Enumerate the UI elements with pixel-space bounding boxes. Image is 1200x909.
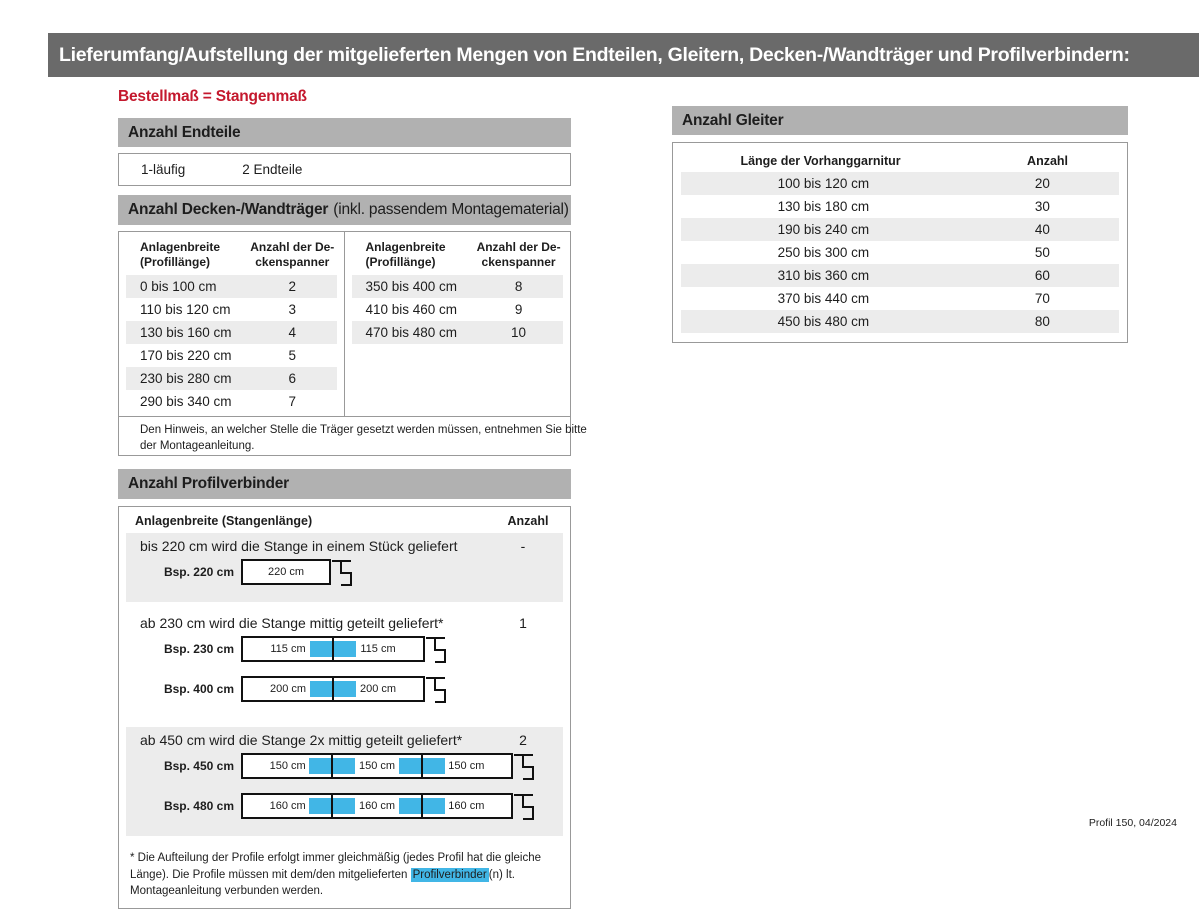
rod-end-bracket-icon — [514, 752, 538, 788]
column-header-count: Anzahl der De- ckenspanner — [250, 240, 335, 269]
endteile-table — [118, 153, 571, 186]
column-header-width: Anlagenbreite (Profillänge) — [365, 240, 446, 269]
section-title: Anzahl Profilverbinder — [128, 475, 289, 492]
example-label: Bsp. 450 cm — [163, 759, 234, 773]
table-row: 130 bis 160 cm 4 — [126, 321, 337, 344]
column-header-count: Anzahl der De- ckenspanner — [476, 240, 561, 269]
right-column — [672, 106, 1128, 343]
table-row: 170 bis 220 cm 5 — [140, 348, 297, 363]
table-row: 370 bis 440 cm 70 — [777, 291, 1050, 306]
highlighted-term: Profilverbinder — [412, 868, 487, 881]
rod-diagram: 200 cm 200 cm — [241, 676, 425, 702]
pv-group-230 — [126, 610, 563, 719]
example-row — [126, 636, 563, 671]
traeger-note: Den Hinweis, an welcher Stelle die Träger gesetzt werden müssen, entnehmen Sie bitte der Montageanleitung. — [118, 416, 571, 456]
table-row: 350 bis 400 cm 8 — [352, 275, 564, 298]
table-row: 190 bis 240 cm 40 — [681, 218, 1119, 241]
pv-rule: ab 230 cm wird die Stange mittig geteilt geliefert* 1 — [140, 615, 527, 631]
section-header-profilverbinder — [118, 469, 571, 499]
rod-end-bracket-icon — [514, 792, 538, 828]
example-row — [126, 559, 563, 594]
rod-end-bracket-icon — [426, 675, 450, 711]
footnote: * Die Aufteilung der Profile erfolgt immer gleichmäßig (jedes Profil hat die gleiche Länge). Die Profile müssen mit dem/den mitgelieferten Profilverbinder (n) lt. Montageanleitung verbunden werden. — [130, 852, 542, 898]
rod-split-line — [421, 795, 423, 817]
example-row — [126, 676, 563, 711]
table-header — [352, 240, 564, 270]
example-label: Bsp. 480 cm — [163, 799, 234, 813]
rod-split-line — [421, 755, 423, 777]
pv-rule: bis 220 cm wird die Stange in einem Stück geliefert - — [140, 538, 526, 554]
table-row: 0 bis 100 cm 2 — [126, 275, 337, 298]
left-column — [118, 88, 587, 909]
table-row: 410 bis 460 cm 9 — [365, 302, 523, 317]
document-footer: Profil 150, 04/2024 — [1088, 817, 1177, 829]
section-header-gleiter — [672, 106, 1128, 135]
column-header-width: Anlagenbreite (Profillänge) — [140, 240, 221, 269]
title-banner — [48, 33, 1199, 77]
example-row — [126, 793, 563, 828]
rod-split-line — [332, 678, 334, 700]
traeger-table-right — [345, 232, 571, 416]
rod-diagram: 220 cm — [241, 559, 331, 585]
example-label: Bsp. 220 cm — [163, 565, 234, 579]
table-row: 450 bis 480 cm 80 — [681, 310, 1119, 333]
table-row: 310 bis 360 cm 60 — [681, 264, 1119, 287]
section-subtitle: (inkl. passendem Montagematerial) — [333, 201, 569, 218]
example-label: Bsp. 400 cm — [163, 682, 234, 696]
example-label: Bsp. 230 cm — [163, 642, 234, 656]
example-row — [126, 753, 563, 788]
table-row: 470 bis 480 cm 10 — [352, 321, 564, 344]
section-header-endteile — [118, 118, 571, 147]
endteile-type: 1-läufig — [141, 162, 186, 177]
rod-end-bracket-icon — [426, 635, 450, 671]
page-title: Lieferumfang/Aufstellung der mitgelieferten Mengen von Endteilen, Gleitern, Decken-/Wandträger und Profilverbindern: — [59, 43, 1130, 66]
table-row: 290 bis 340 cm 7 — [140, 394, 297, 409]
traeger-tables — [118, 231, 571, 417]
table-row: 130 bis 180 cm 30 — [777, 199, 1050, 214]
rod-diagram: 115 cm 115 cm — [241, 636, 425, 662]
section-title: Anzahl Decken-/Wandträger — [128, 201, 329, 218]
profilverbinder-table — [118, 506, 571, 909]
table-row: 110 bis 120 cm 3 — [140, 302, 297, 317]
table-row: 250 bis 300 cm 50 — [777, 245, 1050, 260]
order-size-note: Bestellmaß = Stangenmaß — [118, 88, 307, 105]
section-header-traeger — [118, 195, 571, 225]
rod-split-line — [331, 755, 333, 777]
rod-diagram: 160 cm 160 cm 160 cm — [241, 793, 513, 819]
rod-end-bracket-icon — [332, 558, 356, 594]
table-header: Anlagenbreite (Stangenlänge) Anzahl — [135, 514, 549, 528]
rod-split-line — [331, 795, 333, 817]
section-title: Anzahl Endteile — [128, 123, 241, 141]
table-header: Länge der Vorhanggarnitur Anzahl — [740, 154, 1069, 168]
pv-rule: ab 450 cm wird die Stange 2x mittig geteilt geliefert* 2 — [140, 732, 527, 748]
traeger-table-left — [119, 232, 345, 416]
rod-diagram: 150 cm 150 cm 150 cm — [241, 753, 513, 779]
pv-group-450 — [126, 727, 563, 836]
table-row: 100 bis 120 cm 20 — [681, 172, 1119, 195]
pv-group-220 — [126, 533, 563, 602]
gleiter-table — [672, 142, 1128, 343]
endteile-count: 2 Endteile — [242, 162, 303, 177]
section-title: Anzahl Gleiter — [682, 111, 784, 129]
table-header — [126, 240, 337, 270]
table-row: 230 bis 280 cm 6 — [126, 367, 337, 390]
rod-split-line — [332, 638, 334, 660]
